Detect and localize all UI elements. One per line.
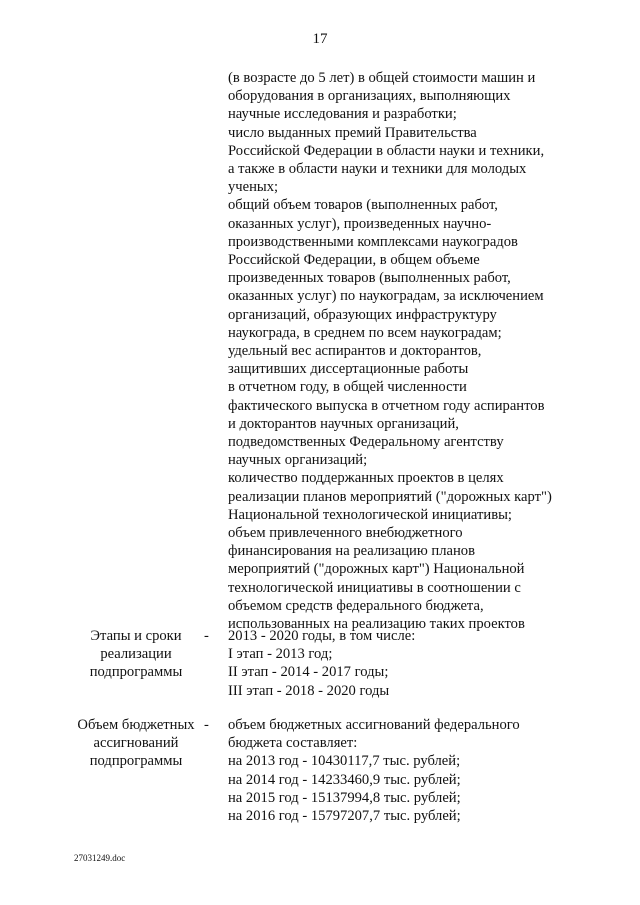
indicators-text-block	[228, 69, 608, 633]
text-line: подведомственных Федеральному агентству	[228, 434, 504, 451]
text-line: объем привлеченного внебюджетного	[228, 525, 463, 542]
text-line: реализации планов мероприятий ("дорожных карт")	[228, 488, 552, 505]
text-line: научные исследования и разработки;	[228, 106, 457, 123]
text-line: на 2016 год - 15797207,7 тыс. рублей;	[228, 808, 461, 825]
stages-content	[228, 627, 608, 700]
budget-content	[228, 716, 608, 825]
document-file-code: 27031249.doc	[74, 853, 126, 863]
text-line: мероприятий ("дорожных карт") Национальной	[228, 561, 525, 578]
text-line: научных организаций;	[228, 452, 368, 469]
text-line: I этап - 2013 год;	[228, 646, 333, 663]
text-line: наукограда, в среднем по всем наукоградам;	[228, 324, 502, 341]
text-line: и докторантов научных организаций,	[228, 415, 459, 432]
text-line: III этап - 2018 - 2020 годы	[228, 682, 390, 699]
text-line: производственными комплексами наукоградов	[228, 233, 518, 250]
text-line: Национальной технологической инициативы;	[228, 506, 512, 523]
text-line: оборудования в организациях, выполняющих	[228, 88, 511, 105]
text-line: на 2013 год - 10430117,7 тыс. рублей;	[228, 753, 461, 770]
label-line: Этапы и сроки	[90, 628, 182, 644]
text-line: а также в области науки и техники для молодых	[228, 161, 527, 178]
stages-label	[76, 627, 196, 682]
text-line: Российской Федерации, в общем объеме	[228, 252, 480, 269]
text-line: число выданных премий Правительства	[228, 124, 477, 141]
budget-label	[76, 716, 196, 771]
dash-separator: -	[204, 717, 209, 733]
text-line: оказанных услуг), произведенных научно-	[228, 215, 492, 232]
text-line: объемом средств федерального бюджета,	[228, 597, 484, 614]
page-number: 17	[312, 31, 328, 47]
text-line: использованных на реализацию таких проектов	[228, 616, 525, 633]
text-line: произведенных товаров (выполненных работ,	[228, 270, 511, 287]
text-line: финансирования на реализацию планов	[228, 543, 475, 560]
text-line: на 2015 год - 15137994,8 тыс. рублей;	[228, 789, 461, 806]
label-line: Объем бюджетных	[77, 717, 195, 733]
text-line: общий объем товаров (выполненных работ,	[228, 197, 498, 214]
text-line: оказанных услуг) по наукоградам, за исключением	[228, 288, 544, 305]
text-line: объем бюджетных ассигнований федерального	[228, 717, 520, 733]
text-line: удельный вес аспирантов и докторантов,	[228, 343, 482, 360]
text-line: 2013 - 2020 годы, в том числе:	[228, 628, 416, 644]
text-line: бюджета составляет:	[228, 735, 358, 752]
text-line: защитивших диссертационные работы	[228, 361, 469, 378]
text-line: II этап - 2014 - 2017 годы;	[228, 664, 389, 681]
text-line: фактического выпуска в отчетном году аспирантов	[228, 397, 545, 414]
text-line: (в возрасте до 5 лет) в общей стоимости машин и	[228, 70, 536, 86]
text-line: в отчетном году, в общей численности	[228, 379, 467, 396]
label-line: подпрограммы	[89, 753, 183, 770]
text-line: ученых;	[228, 179, 279, 196]
text-line: количество поддержанных проектов в целях	[228, 470, 504, 487]
text-line: Российской Федерации в области науки и техники,	[228, 142, 545, 159]
text-line: на 2014 год - 14233460,9 тыс. рублей;	[228, 771, 461, 788]
label-line: реализации	[100, 646, 172, 663]
label-line: подпрограммы	[89, 664, 183, 681]
dash-separator: -	[204, 628, 209, 644]
text-line: технологической инициативы в соотношении с	[228, 579, 521, 596]
text-line: организаций, образующих инфраструктуру	[228, 306, 497, 323]
label-line: ассигнований	[93, 735, 179, 752]
